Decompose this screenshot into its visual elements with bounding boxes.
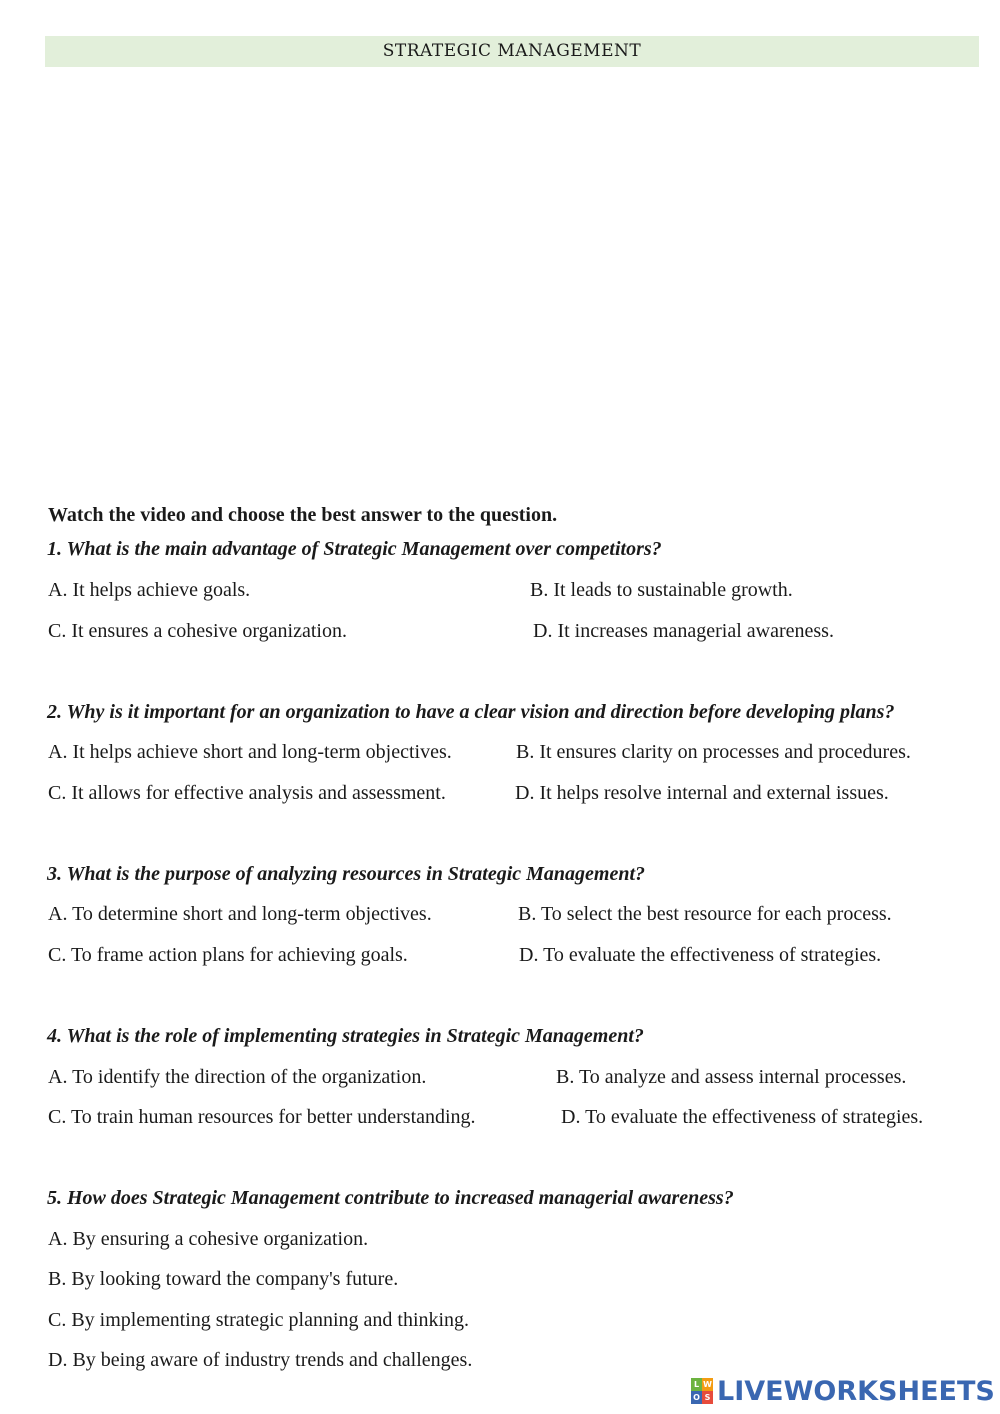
q1-option-c[interactable]: C. It ensures a cohesive organization. — [48, 620, 347, 642]
question-2: 2. Why is it important for an organization to have a clear vision and direction before developing plans? — [47, 701, 895, 723]
q5-option-b[interactable]: B. By looking toward the company's future. — [48, 1268, 399, 1290]
logo-text: LIVEWORKSHEETS — [717, 1375, 995, 1407]
instruction-text: Watch the video and choose the best answer to the question. — [48, 504, 558, 526]
q3-option-c[interactable]: C. To frame action plans for achieving goals. — [48, 944, 408, 966]
question-3: 3. What is the purpose of analyzing resources in Strategic Management? — [47, 863, 646, 885]
question-1: 1. What is the main advantage of Strategic Management over competitors? — [47, 538, 662, 560]
q2-option-a[interactable]: A. It helps achieve short and long-term objectives. — [48, 741, 452, 763]
q2-option-d[interactable]: D. It helps resolve internal and external issues. — [515, 782, 889, 804]
logo-icon-tile: L — [691, 1378, 702, 1391]
q4-option-b[interactable]: B. To analyze and assess internal processes. — [556, 1066, 907, 1088]
logo-icon-tile: O — [691, 1391, 702, 1404]
q2-option-b[interactable]: B. It ensures clarity on processes and procedures. — [516, 741, 911, 763]
q3-option-b[interactable]: B. To select the best resource for each process. — [518, 903, 892, 925]
question-5: 5. How does Strategic Management contribute to increased managerial awareness? — [47, 1187, 734, 1209]
video-placeholder[interactable] — [45, 80, 979, 490]
header-bar — [45, 36, 979, 67]
q1-option-b[interactable]: B. It leads to sustainable growth. — [530, 579, 793, 601]
q4-option-d[interactable]: D. To evaluate the effectiveness of strategies. — [561, 1106, 924, 1128]
q1-option-d[interactable]: D. It increases managerial awareness. — [533, 620, 834, 642]
liveworksheets-logo[interactable] — [691, 1374, 995, 1408]
page-title: STRATEGIC MANAGEMENT — [382, 41, 642, 61]
question-4: 4. What is the role of implementing strategies in Strategic Management? — [47, 1025, 644, 1047]
logo-icon-tile: S — [702, 1391, 713, 1404]
liveworksheets-icon — [691, 1378, 713, 1404]
q3-option-a[interactable]: A. To determine short and long-term objectives. — [48, 903, 432, 925]
logo-icon-tile: W — [703, 1380, 712, 1389]
q1-option-a[interactable]: A. It helps achieve goals. — [48, 579, 251, 601]
q5-option-c[interactable]: C. By implementing strategic planning and thinking. — [48, 1309, 470, 1331]
q5-option-a[interactable]: A. By ensuring a cohesive organization. — [48, 1228, 369, 1250]
q5-option-d[interactable]: D. By being aware of industry trends and challenges. — [48, 1349, 473, 1371]
q4-option-a[interactable]: A. To identify the direction of the organization. — [48, 1066, 427, 1088]
q2-option-c[interactable]: C. It allows for effective analysis and assessment. — [48, 782, 446, 804]
q4-option-c[interactable]: C. To train human resources for better understanding. — [48, 1106, 476, 1128]
q3-option-d[interactable]: D. To evaluate the effectiveness of strategies. — [519, 944, 882, 966]
